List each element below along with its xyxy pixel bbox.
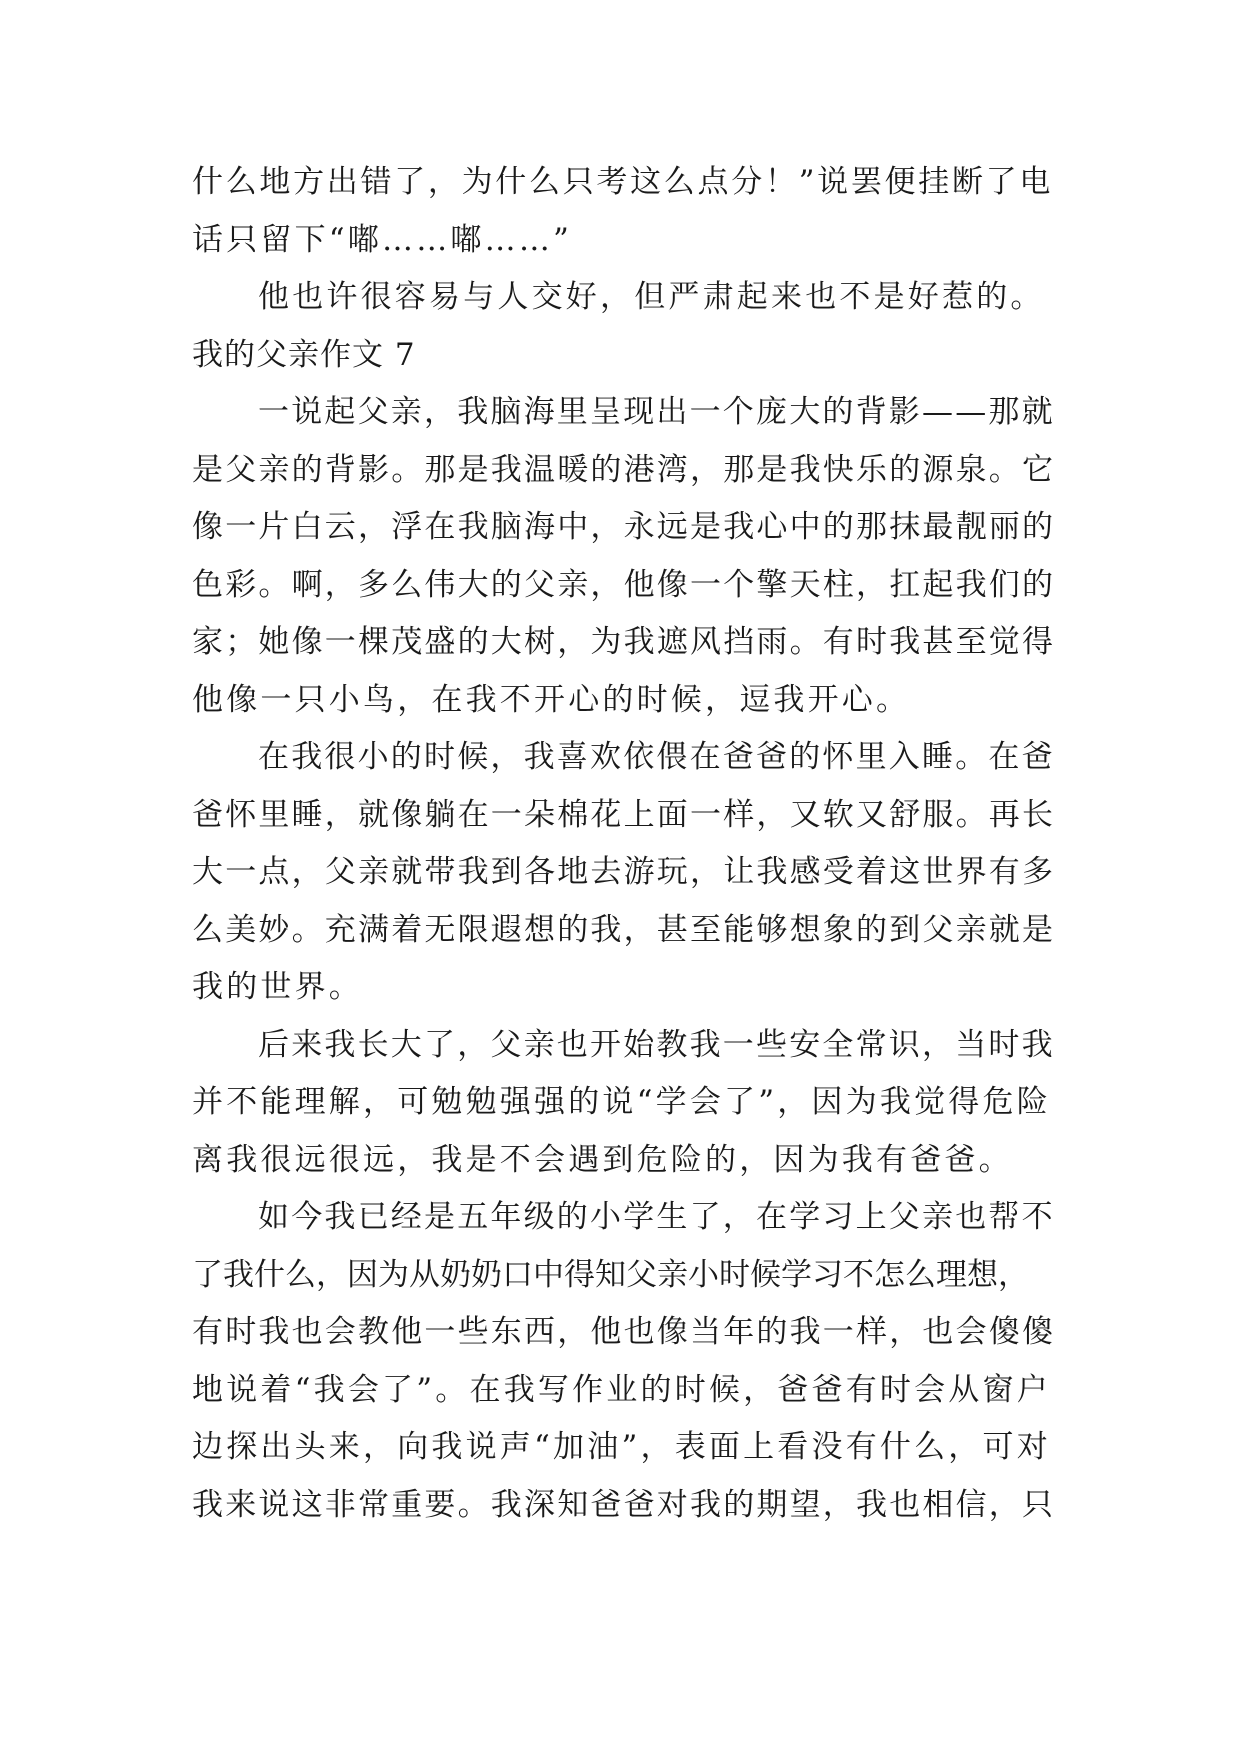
paragraph-first-line: 他也许很容易与人交好，但严肃起来也不是好惹的。 [258,279,1045,315]
text-line: 并不能理解，可勉勉强强的说“学会了”，因为我觉得危险 [192,1084,1051,1120]
text-line: 是父亲的背影。那是我温暖的港湾，那是我快乐的源泉。它 [192,451,1056,488]
paragraph-first-line: 一说起父亲，我脑海里呈现出一个庞大的背影——那就 [258,394,1055,430]
text-line: 什么地方出错了，为什么只考这么点分！”说罢便挂断了电 [192,164,1054,200]
paragraph-first-line: 如今我已经是五年级的小学生了，在学习上父亲也帮不 [258,1199,1055,1235]
text-line: 爸怀里睡，就像躺在一朵棉花上面一样，又软又舒服。再长 [192,796,1056,833]
section-heading: 我的父亲作文 7 [192,336,416,373]
text-line: 他像一只小鸟，在我不开心的时候，逗我开心。 [192,681,911,718]
text-line: 大一点，父亲就带我到各地去游玩，让我感受着这世界有多 [192,854,1056,890]
text-line: 我来说这非常重要。我深知爸爸对我的期望，我也相信，只 [192,1486,1056,1523]
text-line: 离我很远很远，我是不会遇到危险的，因为我有爸爸。 [192,1141,1013,1178]
text-line: 家；她像一棵茂盛的大树，为我遮风挡雨。有时我甚至觉得 [192,624,1056,660]
text-line: 边探出头来，向我说声“加油”，表面上看没有什么，可对 [192,1429,1051,1465]
text-line: 色彩。啊，多么伟大的父亲，他像一个擎天柱，扛起我们的 [192,566,1056,603]
text-line: 像一片白云，浮在我脑海中，永远是我心中的那抹最靓丽的 [192,509,1056,545]
text-line: 地说着“我会了”。在我写作业的时候，爸爸有时会从窗户 [192,1371,1051,1408]
paragraph-first-line: 后来我长大了，父亲也开始教我一些安全常识，当时我 [258,1026,1055,1063]
text-line: 么美妙。充满着无限遐想的我，甚至能够想象的到父亲就是 [192,911,1056,948]
document-body [192,154,1054,1534]
text-line: 有时我也会教他一些东西，他也像当年的我一样，也会傻傻 [192,1314,1056,1350]
text-line: 我的世界。 [192,969,363,1005]
paragraph-first-line: 在我很小的时候，我喜欢依偎在爸爸的怀里入睡。在爸 [258,739,1055,775]
text-line: 了我什么，因为从奶奶口中得知父亲小时候学习不怎么理想， [192,1256,1029,1293]
text-line: 话只留下“嘟……嘟……” [192,221,573,258]
